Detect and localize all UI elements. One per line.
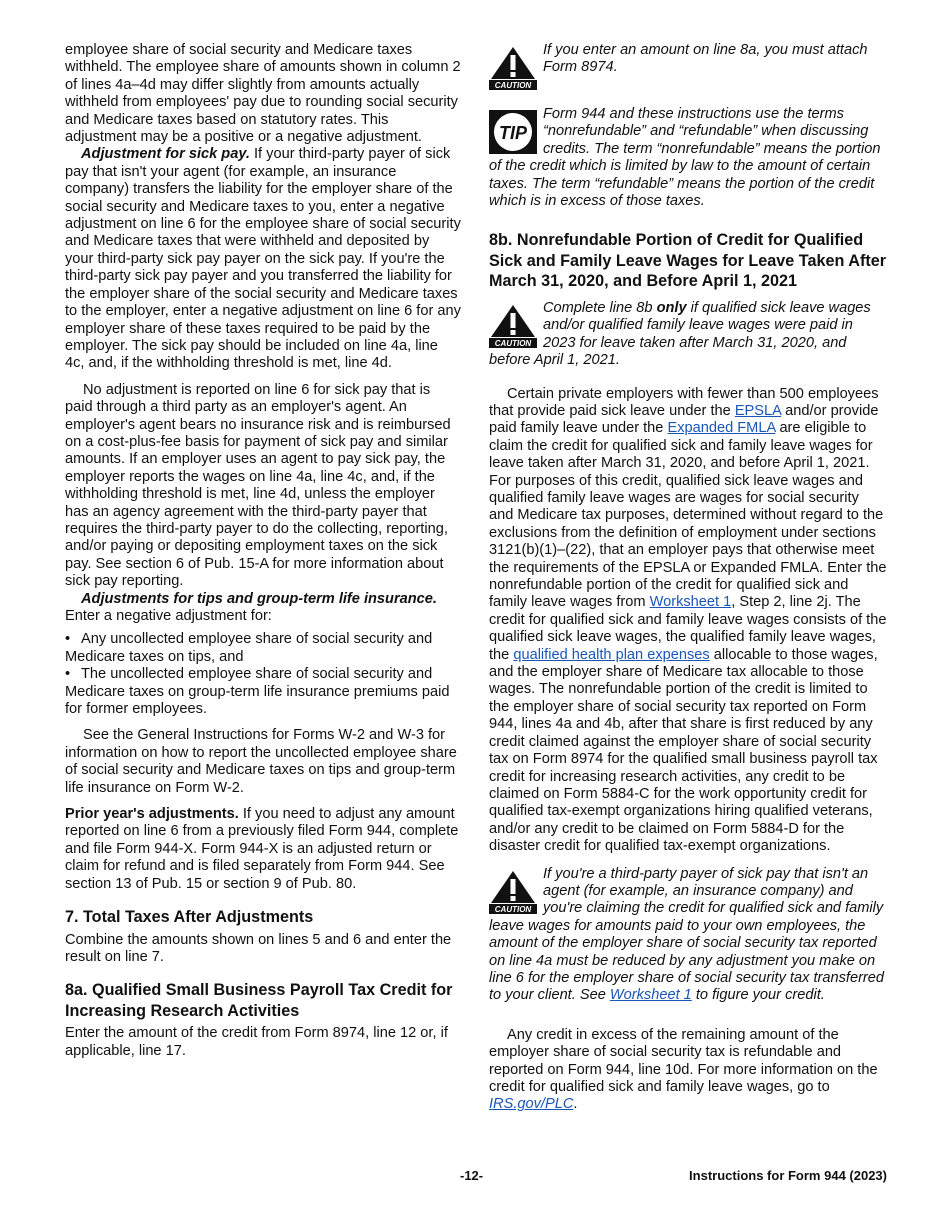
heading-prior-year: Prior year's adjustments.	[65, 806, 239, 823]
heading-line-8b: 8b. Nonrefundable Portion of Credit for Qualified Sick and Family Leave Wages for Leave Taken After March 31, 2020, and Before April 1, 2021	[489, 231, 887, 291]
svg-text:TIP: TIP	[498, 123, 528, 143]
svg-text:CAUTION: CAUTION	[494, 338, 532, 348]
sick-pay-text: If your third-party payer of sick pay that isn't your agent (for example, an insurance company) transfers the liability for the employer share of the social security and Medicare taxes to you, enter a negative adjustment on line 6 for the employee share of social security and Medicare taxes that were withheld and deposited by your third-party sick pay payer on the sick pay. If you're the third-party sick pay payer and you transferred the liability for the employer share of the social security and Medicare taxes to the employer, enter a negative adjustment on line 6 for any employer share of these taxes required to be paid by the employer. The sick pay should be included on line 4a, line 4c, and, if the withholding threshold is met, line 4d.	[65, 146, 461, 372]
paragraph-see-general: See the General Instructions for Forms W-2 and W-3 for information on how to report the uncollected employee share of social security and Medicare taxes on tips and group-term life insurance on Form W-2.	[65, 727, 457, 796]
link-qualified-health-plan-expenses[interactable]: qualified health plan expenses	[513, 646, 710, 663]
caution-icon	[489, 46, 537, 90]
paragraph-tips	[65, 591, 461, 608]
document-title: Instructions for Form 944 (2023)	[689, 1168, 887, 1183]
bullet-item: • The uncollected employee share of social security and Medicare taxes on group-term life insurance premiums paid for former employees.	[65, 666, 450, 718]
tip-icon	[489, 110, 537, 154]
caution-text	[489, 300, 887, 370]
page-number: -12-	[460, 1168, 484, 1183]
caution-text-part: If you're a third-party payer of sick pay that isn't an agent (for example, an insurance company) and you're claiming the credit for qualified sick and family leave wages for amounts paid to your own employees, the amount of the employer share of social security tax reported on line 4a must be reduced by any adjustment you make on line 6 for the employer share of social security tax transferred to your client. See	[489, 865, 885, 1004]
bullet-item: • Any uncollected employee share of social security and Medicare taxes on tips, and	[65, 631, 433, 665]
paragraph-credit-8b	[489, 386, 887, 856]
link-irs-plc[interactable]: IRS.gov/PLC	[489, 1096, 574, 1113]
caution-text-part: if qualified sick leave wages and/or qualified family leave wages were paid in 2023 for leave taken after March 31, 2020, and before April 1, 2021.	[489, 299, 871, 369]
caution-note	[489, 300, 887, 370]
caution-text-part: Complete line 8b	[543, 299, 657, 316]
paragraph-prior-year	[65, 806, 461, 893]
link-worksheet-1[interactable]: Worksheet 1	[649, 594, 732, 611]
tips-intro: Enter a negative adjustment for:	[65, 608, 272, 624]
heading-line-8a: 8a. Qualified Small Business Payroll Tax Credit for Increasing Research Activities	[65, 981, 453, 1020]
left-column	[65, 42, 461, 1060]
bullet-text: The uncollected employee share of social security and Medicare taxes on group-term life insurance premiums paid for former employees.	[65, 666, 450, 718]
heading-sick-pay: Adjustment for sick pay.	[81, 146, 250, 163]
paragraph-no-adjustment: No adjustment is reported on line 6 for sick pay that is paid through a third party as an employer's agent. An employer's agent bears no insurance risk and is reimbursed on a cost-plus-fee basis for payment of sick pay and similar amounts. If an employer uses an agent to pay sick pay, the employer reports the wages on line 4a, line 4c, and, if the withholding threshold is met, line 4d, unless the employer has an agency agreement with the third-party payer that requires the third-party payer to do the collecting, reporting, and/or paying or depositing employment taxes on the sick pay. See section 6 of Pub. 15-A for more information about sick pay reporting.	[65, 381, 451, 590]
svg-text:CAUTION: CAUTION	[494, 904, 532, 914]
caution-text	[489, 866, 887, 1005]
paragraph-line-8a: Enter the amount of the credit from Form 8974, line 12 or, if applicable, line 17.	[65, 1025, 448, 1059]
link-epsla[interactable]: EPSLA	[734, 402, 782, 419]
paragraph-line-7: Combine the amounts shown on lines 5 and 6 and enter the result on line 7.	[65, 931, 452, 965]
right-column	[489, 42, 887, 1114]
link-worksheet-1[interactable]: Worksheet 1	[609, 987, 692, 1004]
text-part: , Step 2, line 2j. The credit for qualified sick and family leave wages consists of the qualified sick leave wages, the qualified family leave wages, the	[489, 594, 887, 663]
text-part: allocable to those wages, and the employer share of Medicare tax allocable to those wages. The nonrefundable portion of the credit is limited to the employer share of social security tax reported on Form 944, lines 4a and 4b, after that share is first reduced by any credit claimed against the employer share of social security tax on Form 8974 for the qualified small business payroll tax credit for increasing research activities, any credit to be claimed on Form 5884-C for the work opportunity credit for qualified tax-exempt organizations hiring qualified veterans, and/or any credit to be claimed on Form 5884-D for the disaster credit for qualified tax-exempt organizations.	[489, 646, 878, 855]
bullet-text: Any uncollected employee share of social security and Medicare taxes on tips, and	[65, 631, 433, 665]
paragraph-sick-pay	[65, 146, 461, 372]
text-part: are eligible to claim the credit for qualified sick and family leave wages for leave taken after March 31, 2020, and before April 1, 2021. For purposes of this credit, qualified sick leave wages and qualified family leave wages are wages for social security and Medicare tax purposes, determined without regard to the exclusions from the definition of employment under sections 3121(b)(1)–(22), that an employer pays that otherwise meet the requirements of the EPSLA or Expanded FMLA. Enter the nonrefundable portion of the credit for qualified sick and family leave wages from	[489, 420, 887, 611]
tip-text: Form 944 and these instructions use the terms “nonrefundable” and “refundable” when discussing credits. The term “nonrefundable” means the portion of the credit which is limited by law to the amount of certain taxes. The term “refundable” means the portion of the credit which is in excess of those taxes.	[489, 106, 881, 210]
paragraph-employee-share: employee share of social security and Medicare taxes withheld. The employee share of amounts shown in column 2 of lines 4a–4d may differ slightly from amounts actually withheld from employees' pay due to rounding social security and Medicare taxes based on statutory rates. This adjustment may be a positive or a negative adjustment.	[65, 42, 461, 146]
text-part: and/or provide paid family leave under the	[489, 402, 879, 437]
caution-note	[489, 866, 887, 1005]
caution-icon	[489, 304, 537, 348]
svg-text:CAUTION: CAUTION	[494, 81, 532, 90]
caution-text: If you enter an amount on line 8a, you must attach Form 8974.	[543, 42, 868, 76]
text-part: .	[573, 1096, 578, 1113]
link-expanded-fmla[interactable]: Expanded FMLA	[667, 420, 776, 437]
caution-text-part: to figure your credit.	[691, 987, 825, 1004]
prior-year-text: If you need to adjust any amount reported on line 6 from a previously filed Form 944, complete and file Form 944-X. Form 944-X is an adjusted return or claim for refund and is filed separately from Form 944. See section 13 of Pub. 15 or section 9 of Pub. 80.	[65, 806, 459, 892]
caution-emphasis: only	[656, 299, 687, 316]
heading-tips: Adjustments for tips and group-term life insurance.	[81, 590, 437, 607]
heading-line-7: 7. Total Taxes After Adjustments	[65, 908, 314, 927]
tip-note	[489, 106, 887, 210]
text-part: Any credit in excess of the remaining amount of the employer share of social security tax is refundable and reported on Form 944, line 10d. For more information on the credit for qualified sick and family leave wages, go to	[489, 1026, 878, 1095]
paragraph-refundable	[489, 1027, 887, 1114]
text-part: Certain private employers with fewer than 500 employees that provide paid sick leave under the	[489, 385, 879, 419]
caution-note	[489, 42, 887, 90]
caution-icon	[489, 870, 537, 914]
